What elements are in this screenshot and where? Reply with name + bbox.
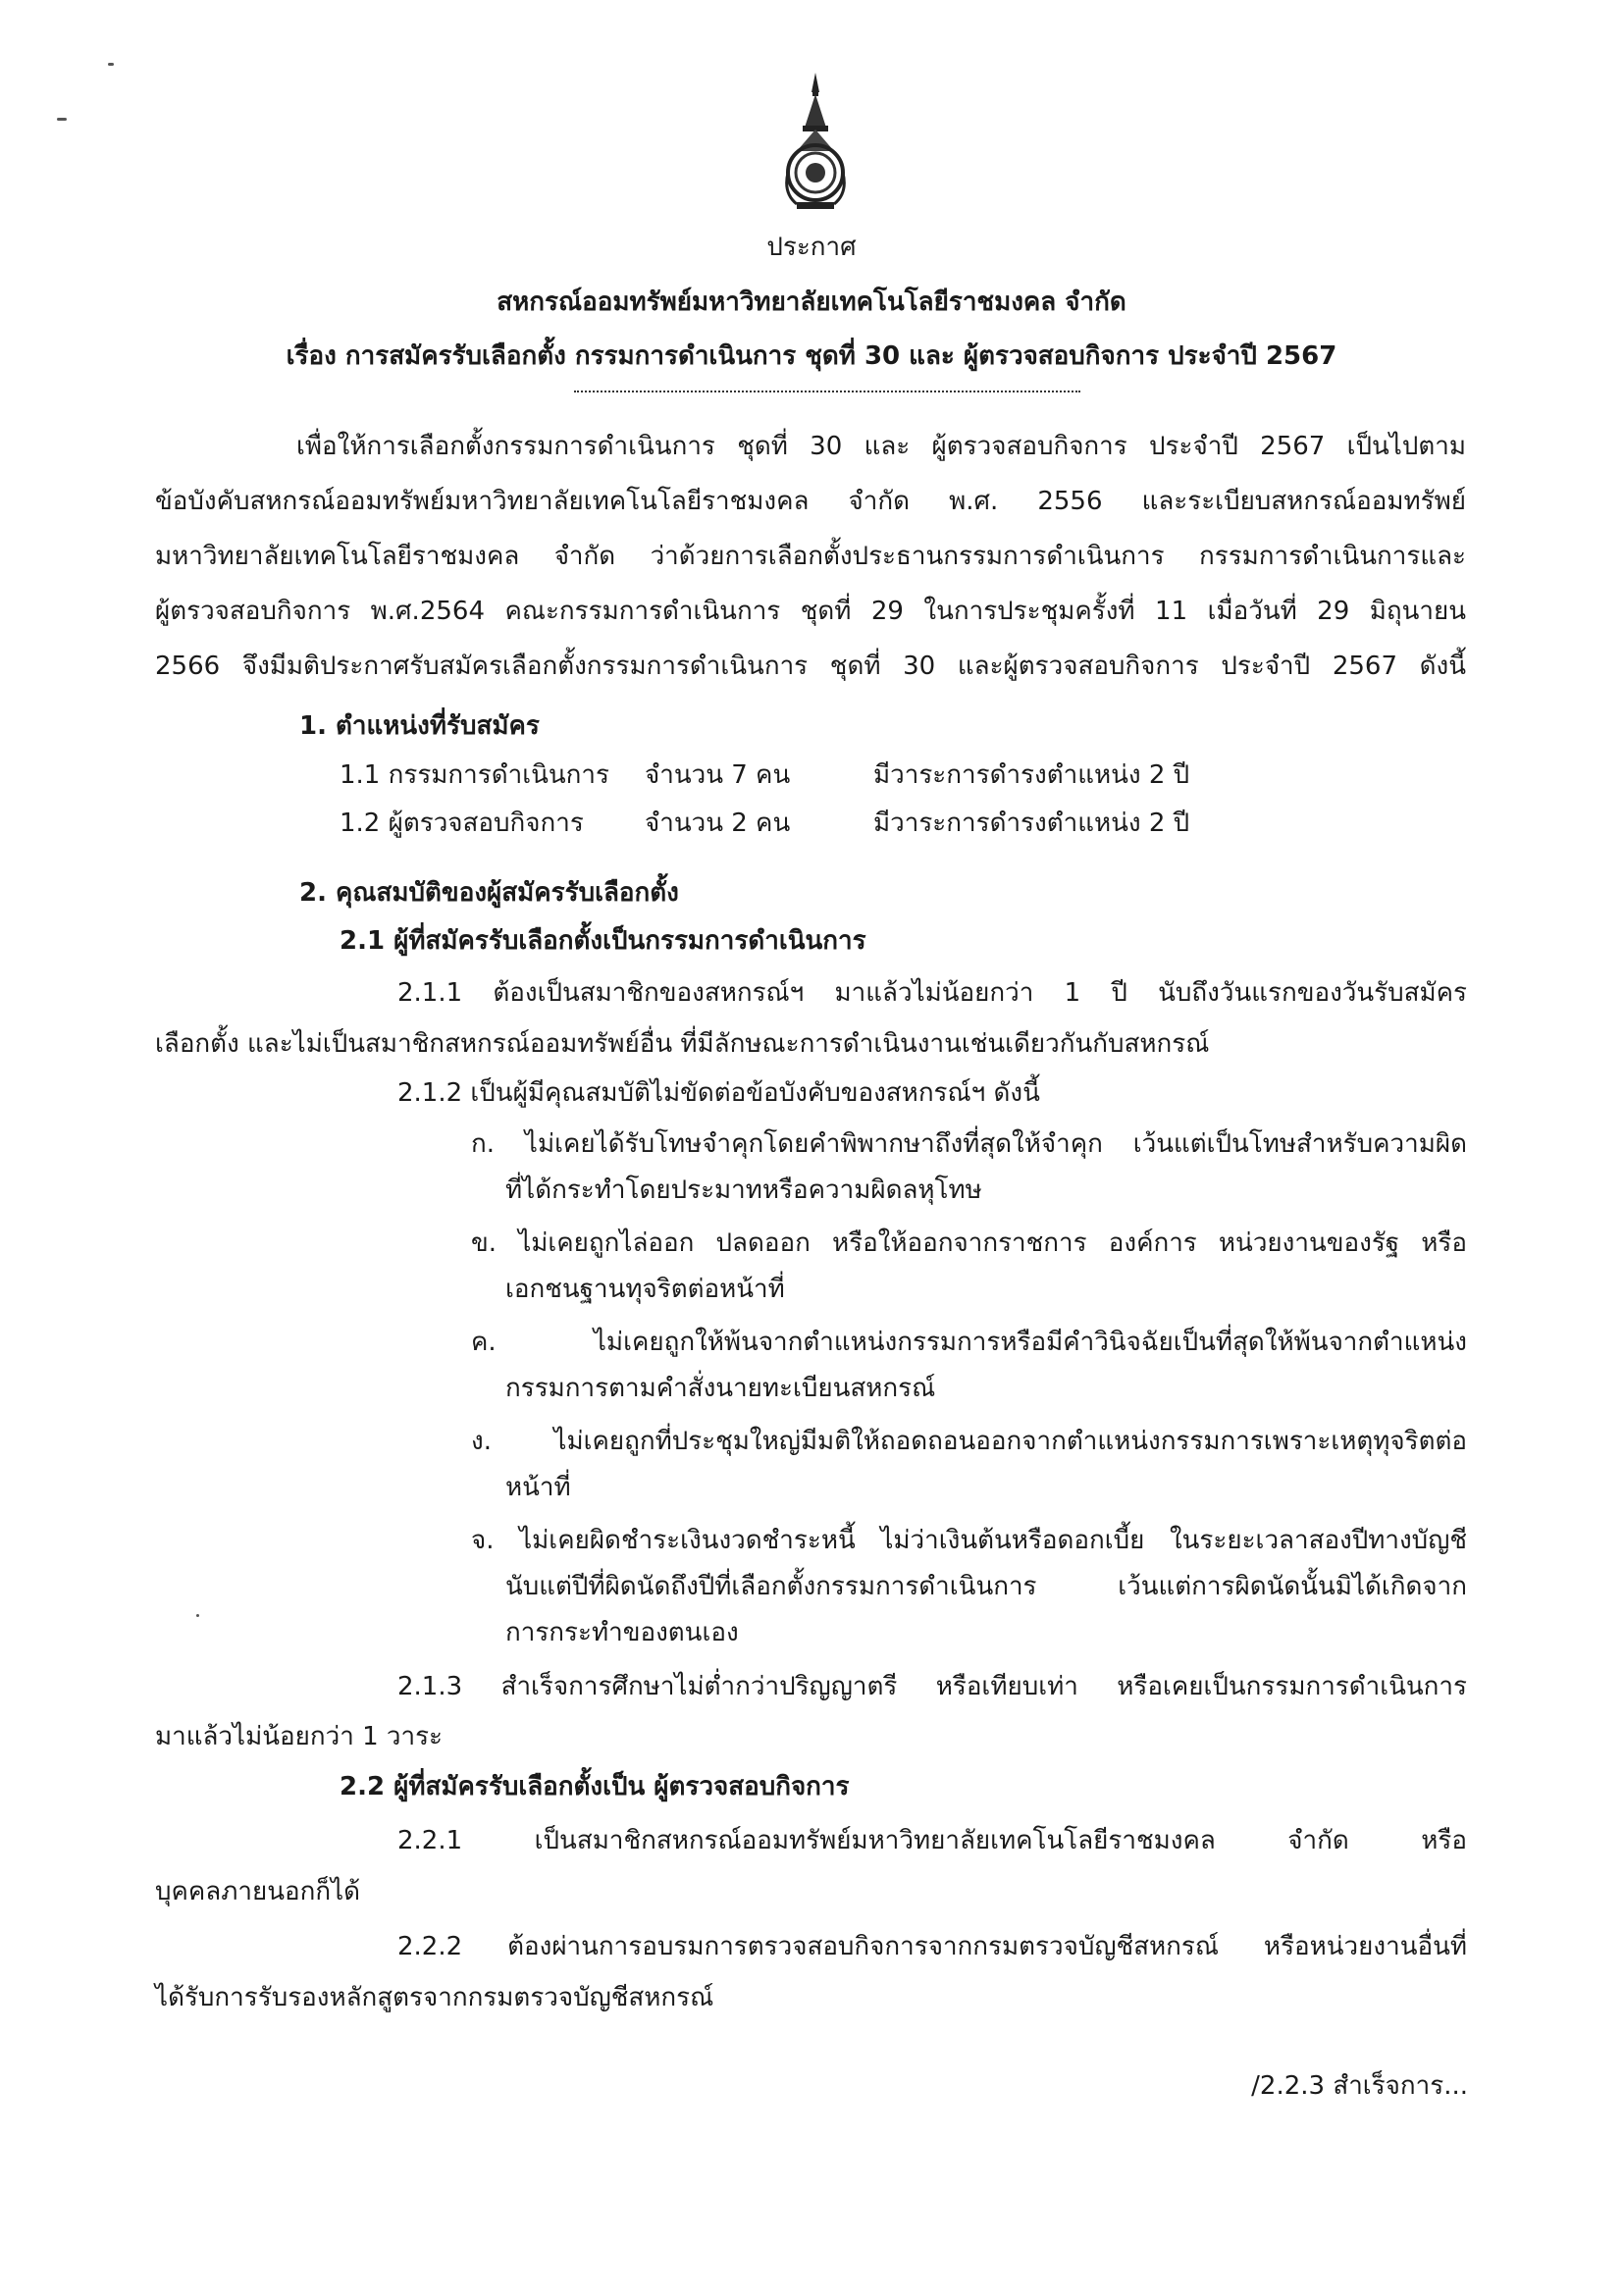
list-item: ง. ไม่เคยถูกที่ประชุมใหญ่มีมติให้ถอดถอนออกจากตำแหน่งกรรมการเพราะเหตุทุจริตต่อ [471,1427,1467,1456]
clause-2-1-1: 2.1.1 ต้องเป็นสมาชิกของสหกรณ์ฯ มาแล้วไม่น้อยกว่า 1 ปี นับถึงวันแรกของวันรับสมัคร [397,978,1467,1008]
list-item-cont: การกระทำของตนเอง [505,1618,739,1647]
list-item-cont: ที่ได้กระทำโดยประมาทหรือความผิดลหุโทษ [505,1175,982,1205]
position-term: มีวาระการดำรงตำแหน่ง 2 ปี [873,760,1190,790]
clause-2-1-1-cont: เลือกตั้ง และไม่เป็นสมาชิกสหกรณ์ออมทรัพย์อื่น ที่มีลักษณะการดำเนินงานเช่นเดียวกันกับสหกรณ์ [155,1029,1210,1059]
subsection-2-1-heading: 2.1 ผู้ที่สมัครรับเลือกตั้งเป็นกรรมการดำเนินการ [340,926,866,956]
list-item-cont: กรรมการตามคำสั่งนายทะเบียนสหกรณ์ [505,1374,936,1403]
list-item: ข. ไม่เคยถูกไล่ออก ปลดออก หรือให้ออกจากราชการ องค์การ หน่วยงานของรัฐ หรือ [471,1228,1467,1258]
intro-line: เพื่อให้การเลือกตั้งกรรมการดำเนินการ ชุดที่ 30 และ ผู้ตรวจสอบกิจการ ประจำปี 2567 เป็นไปตาม [296,432,1466,461]
section-2-heading: 2. คุณสมบัติของผู้สมัครรับเลือกตั้ง [299,878,679,908]
scan-speck [57,118,67,121]
list-item-cont: เอกชนฐานทุจริตต่อหน้าที่ [505,1275,785,1304]
clause-2-2-1-cont: บุคคลภายนอกก็ได้ [155,1877,361,1906]
clause-2-1-3: 2.1.3 สำเร็จการศึกษาไม่ต่ำกว่าปริญญาตรี หรือเทียบเท่า หรือเคยเป็นกรรมการดำเนินการ [397,1672,1467,1701]
dotted-divider [574,391,1080,392]
list-item: จ. ไม่เคยผิดชำระเงินงวดชำระหนี้ ไม่ว่าเงินต้นหรือดอกเบี้ย ในระยะเวลาสองปีทางบัญชี [471,1526,1467,1555]
position-count: จำนวน 2 คน [645,809,791,838]
intro-line: 2566 จึงมีมติประกาศรับสมัครเลือกตั้งกรรมการดำเนินการ ชุดที่ 30 และผู้ตรวจสอบกิจการ ประจำปี 2567 ดังนี้ [155,652,1466,681]
position-count: จำนวน 7 คน [645,760,791,790]
organization-name: สหกรณ์ออมทรัพย์มหาวิทยาลัยเทคโนโลยีราชมงคล จำกัด [497,287,1126,317]
continuation-marker: /2.2.3 สำเร็จการ... [1251,2071,1468,2101]
list-item: ค. ไม่เคยถูกให้พ้นจากตำแหน่งกรรมการหรือมีคำวินิจฉัยเป็นที่สุดให้พ้นจากตำแหน่ง [471,1328,1467,1357]
university-emblem-icon [783,71,848,214]
intro-line: ผู้ตรวจสอบกิจการ พ.ศ.2564 คณะกรรมการดำเนินการ ชุดที่ 29 ในการประชุมครั้งที่ 11 เมื่อวันที่ 29 มิถุนายน [155,597,1466,626]
subject-line: เรื่อง การสมัครรับเลือกตั้ง กรรมการดำเนินการ ชุดที่ 30 และ ผู้ตรวจสอบกิจการ ประจำปี 2567 [286,341,1337,371]
position-name: 1.2 ผู้ตรวจสอบกิจการ [340,809,584,838]
position-name: 1.1 กรรมการดำเนินการ [340,760,609,790]
scan-speck [196,1614,199,1617]
scan-speck [108,63,114,66]
intro-line: มหาวิทยาลัยเทคโนโลยีราชมงคล จำกัด ว่าด้วยการเลือกตั้งประธานกรรมการดำเนินการ กรรมการดำเนินการและ [155,542,1466,571]
position-term: มีวาระการดำรงตำแหน่ง 2 ปี [873,809,1190,838]
intro-line: ข้อบังคับสหกรณ์ออมทรัพย์มหาวิทยาลัยเทคโนโลยีราชมงคล จำกัด พ.ศ. 2556 และระเบียบสหกรณ์ออมทรัพย์ [155,487,1466,516]
list-item-cont: นับแต่ปีที่ผิดนัดถึงปีที่เลือกตั้งกรรมการดำเนินการ เว้นแต่การผิดนัดนั้นมิได้เกิดจาก [505,1572,1467,1601]
list-item-cont: หน้าที่ [505,1473,571,1502]
clause-2-1-3-cont: มาแล้วไม่น้อยกว่า 1 วาระ [155,1722,444,1751]
clause-2-2-2: 2.2.2 ต้องผ่านการอบรมการตรวจสอบกิจการจากกรมตรวจบัญชีสหกรณ์ หรือหน่วยงานอื่นที่ [397,1932,1467,1961]
clause-2-1-2: 2.1.2 เป็นผู้มีคุณสมบัติไม่ขัดต่อข้อบังคับของสหกรณ์ฯ ดังนี้ [397,1078,1040,1108]
subsection-2-2-heading: 2.2 ผู้ที่สมัครรับเลือกตั้งเป็น ผู้ตรวจสอบกิจการ [340,1772,850,1801]
clause-2-2-1: 2.2.1 เป็นสมาชิกสหกรณ์ออมทรัพย์มหาวิทยาลัยเทคโนโลยีราชมงคล จำกัด หรือ [397,1826,1467,1855]
section-1-heading: 1. ตำแหน่งที่รับสมัคร [299,711,540,741]
clause-2-2-2-cont: ได้รับการรับรองหลักสูตรจากกรมตรวจบัญชีสหกรณ์ [155,1983,714,2012]
list-item: ก. ไม่เคยได้รับโทษจำคุกโดยคำพิพากษาถึงที่สุดให้จำคุก เว้นแต่เป็นโทษสำหรับความผิด [471,1129,1467,1159]
announcement-heading: ประกาศ [766,233,857,262]
